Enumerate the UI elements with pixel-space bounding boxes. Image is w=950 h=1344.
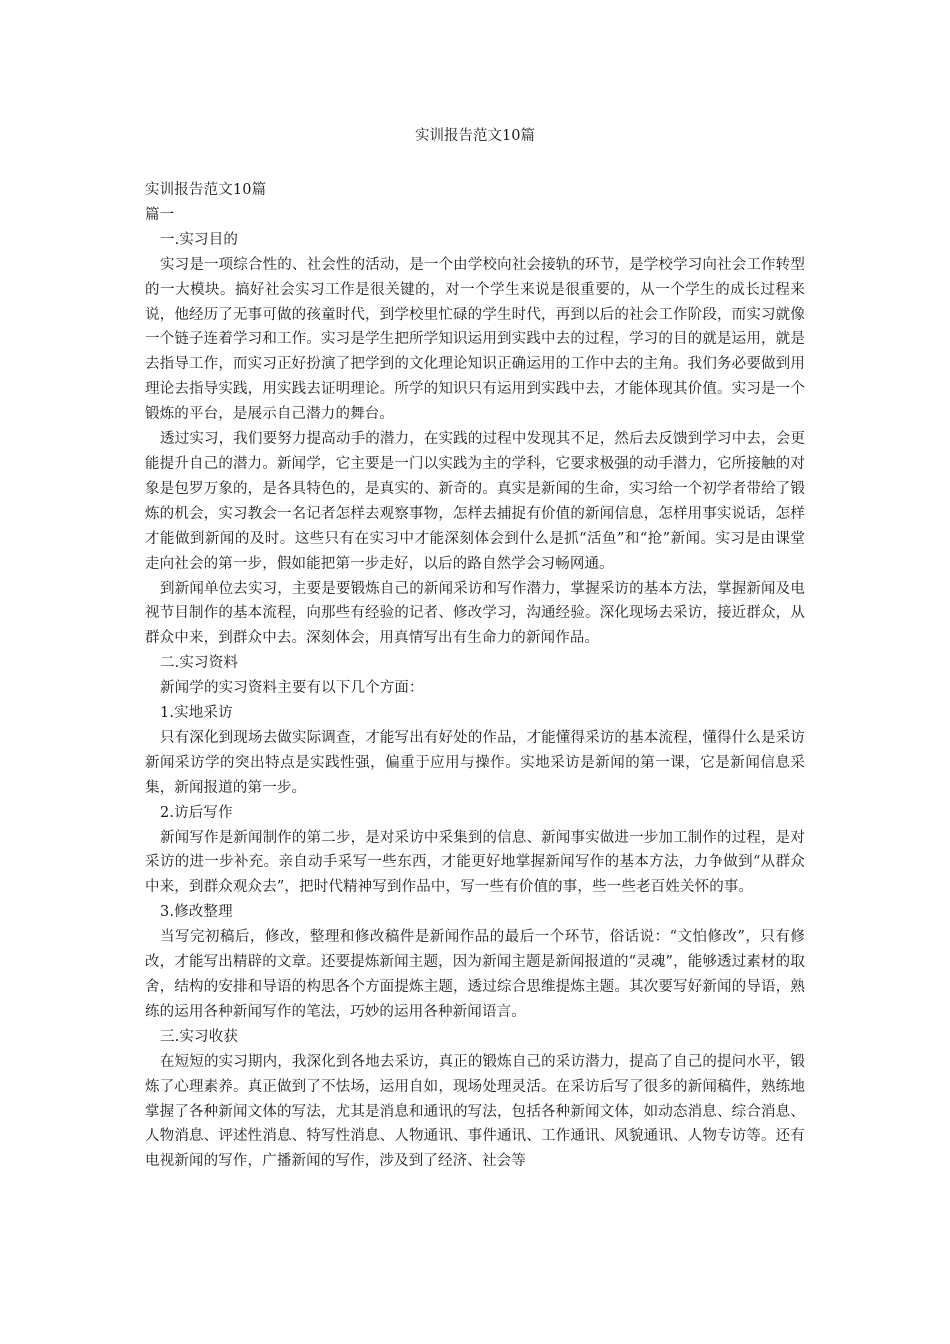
part-label: 篇一 <box>145 206 175 223</box>
item-heading-writing: 2.访后写作 <box>160 804 233 821</box>
item-heading-field-interview: 1.实地采访 <box>160 705 233 722</box>
paragraph-field-interview: 只有深化到现场去做实际调查，才能写出有好处的作品，才能懂得采访的基本流程，懂得什么是采访新闻采访学的突出特点是实践性强，偏重于应用与操作。实地采访是新闻的第一课，它是新闻信息采集，新闻报道的第一步。 <box>145 729 805 796</box>
paragraph-purpose-3: 到新闻单位去实习，主要是要锻炼自己的新闻采访和写作潜力，掌握采访的基本方法，掌握新闻及电视节目制作的基本流程，向那些有经验的记者、修改学习，沟通经验。深化现场去采访，接近群众，从群众中来，到群众中去。深刻体会，用真情写出有生命力的新闻作品。 <box>145 580 805 647</box>
paragraph-editing: 当写完初稿后，修改，整理和修改稿件是新闻作品的最后一个环节，俗话说：“文怕修改”，只有修改，才能写出精辟的文章。还要提炼新闻主题，因为新闻主题是新闻报道的“灵魂”，能够透过素材的取舍，结构的安排和导语的构思各个方面提炼主题，透过综合思维提炼主题。其次要写好新闻的导语，熟练的运用各种新闻写作的笔法，巧妙的运用各种新闻语言。 <box>145 929 805 1020</box>
paragraph-writing: 新闻写作是新闻制作的第二步，是对采访中采集到的信息、新闻事实做进一步加工制作的过程，是对采访的进一步补充。亲自动手采写一些东西，才能更好地掌握新闻写作的基本方法，力争做到“从群众中来，到群众观众去”，把时代精神写到作品中，写一些有价值的事，些一些老百姓关怀的事。 <box>145 829 805 896</box>
paragraph-purpose-2: 透过实习，我们要努力提高动手的潜力，在实践的过程中发现其不足，然后去反馈到学习中去，会更能提升自己的潜力。新闻学，它主要是一门以实践为主的学科，它要求极强的动手潜力，它所接触的对象是包罗万象的，是各具特色的，是真实的、新奇的。真实是新闻的生命，实习给一个初学者带给了锻炼的机会，实习教会一名记者怎样去观察事物，怎样去捕捉有价值的新闻信息，怎样用事实说话，怎样才能做到新闻的及时。这些只有在实习中才能深刻体会到什么是抓“活鱼”和“抢”新闻。实习是由课堂走向社会的第一步，假如能把第一步走好，以后的路自然学会习畅网通。 <box>145 431 805 572</box>
document-subtitle: 实训报告范文10篇 <box>145 182 267 198</box>
section-heading-purpose: 一.实习目的 <box>160 231 239 248</box>
section-heading-materials: 二.实习资料 <box>160 655 239 672</box>
paragraph-materials-intro: 新闻学的实习资料主要有以下几个方面： <box>160 680 424 697</box>
document-title: 实训报告范文10篇 <box>415 128 535 144</box>
document-body <box>145 178 805 1174</box>
paragraph-gains-1: 在短短的实习期内，我深化到各地去采访，真正的锻炼自己的采访潜力，提高了自己的提问水平，锻炼了心理素养。真正做到了不怯场，运用自如，现场处理灵活。在采访后写了很多的新闻稿件，熟练地掌握了各种新闻文体的写法，尤其是消息和通讯的写法，包括各种新闻文体，如动态消息、综合消息、人物消息、评述性消息、特写性消息、人物通讯、事件通讯、工作通讯、风貌通讯、人物专访等。还有电视新闻的写作，广播新闻的写作，涉及到了经济、社会等 <box>145 1053 805 1170</box>
section-heading-gains: 三.实习收获 <box>160 1028 239 1045</box>
item-heading-editing: 3.修改整理 <box>160 904 233 921</box>
paragraph-purpose-1: 实习是一项综合性的、社会性的活动，是一个由学校向社会接轨的环节，是学校学习向社会工作转型的一大模块。搞好社会实习工作是很关键的，对一个学生来说是很重要的，从一个学生的成长过程来说，他经历了无事可做的孩童时代，到学校里忙碌的学生时代，再到以后的社会工作阶段，而实习就像一个链子连着学习和工作。实习是学生把所学知识运用到实践中去的过程，学习的目的就是运用，就是去指导工作，而实习正好扮演了把学到的文化理论知识正确运用的工作中去的主角。我们务必要做到用理论去指导实践，用实践去证明理论。所学的知识只有运用到实践中去，才能体现其价值。实习是一个锻炼的平台，是展示自己潜力的舞台。 <box>145 256 805 423</box>
